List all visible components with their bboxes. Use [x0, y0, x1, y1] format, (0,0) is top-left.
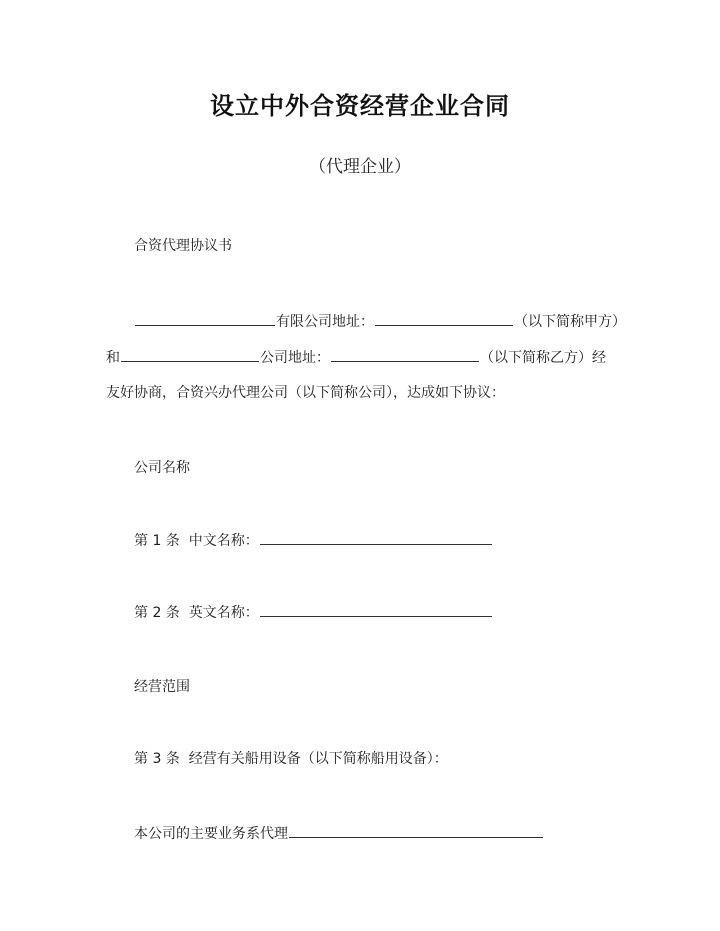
document-subtitle: （代理企业） — [309, 157, 411, 177]
article-1-label: 第 1 条 — [134, 533, 180, 549]
party-a-name-blank[interactable] — [135, 311, 275, 326]
party-b-alias: （以下简称乙方）经 — [480, 350, 606, 366]
article-3-label: 第 3 条 — [134, 751, 180, 767]
article-2-text: 英文名称： — [188, 605, 259, 621]
article-2-label: 第 2 条 — [134, 605, 180, 621]
main-business-line — [134, 823, 544, 844]
main-business-blank[interactable] — [289, 823, 543, 838]
chinese-name-blank[interactable] — [260, 530, 492, 545]
party-b-prefix: 和 — [106, 350, 120, 366]
party-a-alias: （以下简称甲方） — [514, 314, 626, 330]
party-a-address-blank[interactable] — [375, 311, 513, 326]
article-3 — [134, 749, 448, 769]
article-1-text: 中文名称： — [188, 533, 259, 549]
main-business-text: 本公司的主要业务系代理 — [134, 826, 288, 842]
company-name-heading: 公司名称 — [134, 460, 190, 476]
party-b-line — [106, 347, 606, 368]
scope-heading: 经营范围 — [134, 679, 190, 695]
article-2 — [134, 602, 493, 623]
party-a-label: 有限公司地址： — [276, 314, 374, 330]
english-name-blank[interactable] — [260, 602, 492, 617]
article-3-text: 经营有关船用设备（以下简称船用设备）： — [188, 751, 448, 767]
agreement-intro-line: 友好协商，合资兴办代理公司（以下简称公司），达成如下协议： — [106, 385, 505, 401]
party-b-name-blank[interactable] — [121, 347, 259, 362]
party-a-line — [134, 311, 626, 332]
party-b-label: 公司地址： — [260, 350, 330, 366]
section-heading-agreement: 合资代理协议书 — [134, 238, 232, 254]
article-1 — [134, 530, 493, 551]
document-title: 设立中外合资经营企业合同 — [210, 92, 510, 120]
party-b-address-blank[interactable] — [331, 347, 479, 362]
